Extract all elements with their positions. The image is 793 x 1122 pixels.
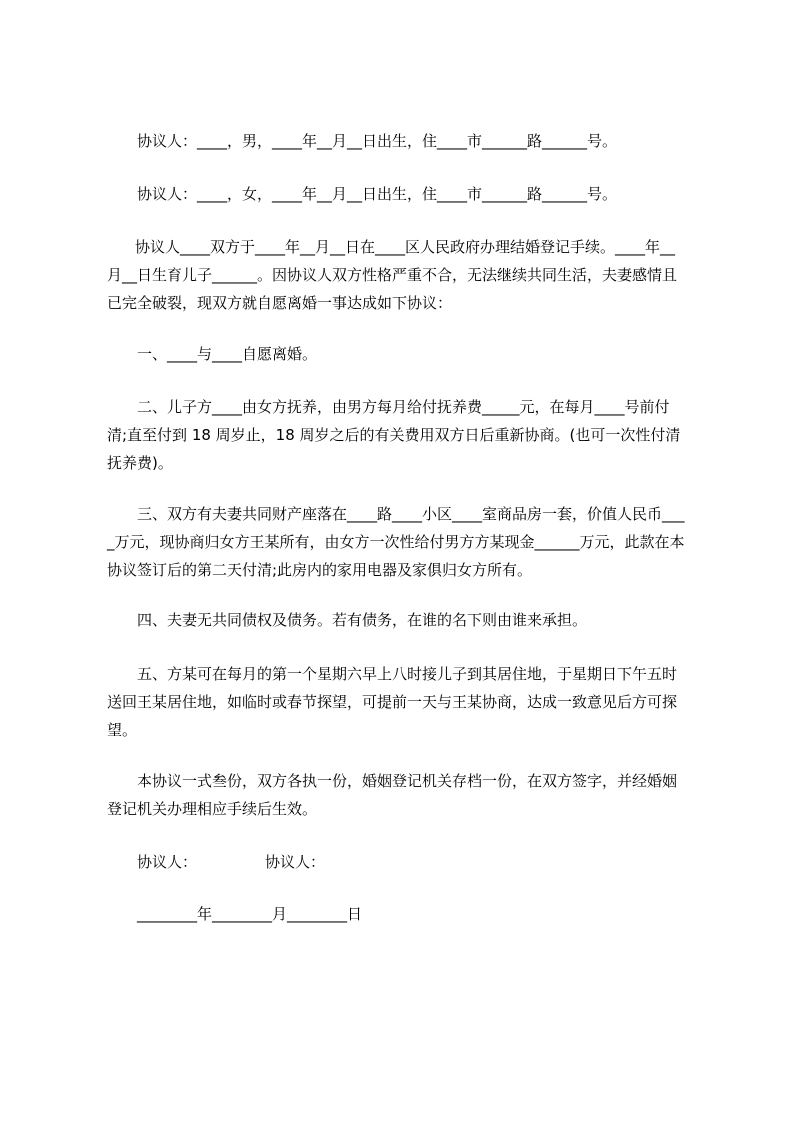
clause-4: 四、夫妻无共同债权及债务。若有债务，在谁的名下则由谁来承担。	[137, 611, 588, 629]
signature-label-b: 协议人：	[265, 853, 326, 871]
date-line: ________年________月________日	[137, 905, 363, 923]
clause-5: 五、方某可在每月的第一个星期六早上八时接儿子到其居住地，于星期日下午五时送回王某居住地，如临时或春节探望，可提前一天与王某协商，达成一致意见后方可探望。	[107, 665, 678, 739]
party-male-line: 协议人：____，男，____年__月__日出生，住____市______路______号。	[137, 132, 618, 150]
clause-3: 三、双方有夫妻共同财产座落在____路____小区____室商品房一套，价值人民币____万元，现协商归女方王某所有，由女方一次性给付男方方某现金______万元，此款在本协议签订后的第二天付清;此房内的家用电器及家俱归女方所有。	[107, 505, 685, 579]
closing-paragraph: 本协议一式叁份，双方各执一份，婚姻登记机关存档一份，在双方签字，并经婚姻登记机关办理相应手续后生效。	[107, 772, 678, 818]
party-female-line: 协议人：____，女，____年__月__日出生，住____市______路______号。	[137, 185, 618, 203]
intro-paragraph: 协议人____双方于____年__月__日在____区人民政府办理结婚登记手续。____年__月__日生育儿子______。因协议人双方性格严重不合，无法继续共同生活，夫妻感情且已完全破裂，现双方就自愿离婚一事达成如下协议：	[107, 238, 678, 312]
clause-2: 二、儿子方____由女方抚养，由男方每月给付抚养费_____元，在每月____号前付清;直至付到 18 周岁止，18 周岁之后的有关费用双方日后重新协商。(也可一次性付清抚养费)。	[107, 398, 681, 472]
signature-label-a: 协议人：	[137, 853, 198, 871]
clause-1: 一、____与____自愿离婚。	[137, 345, 318, 363]
